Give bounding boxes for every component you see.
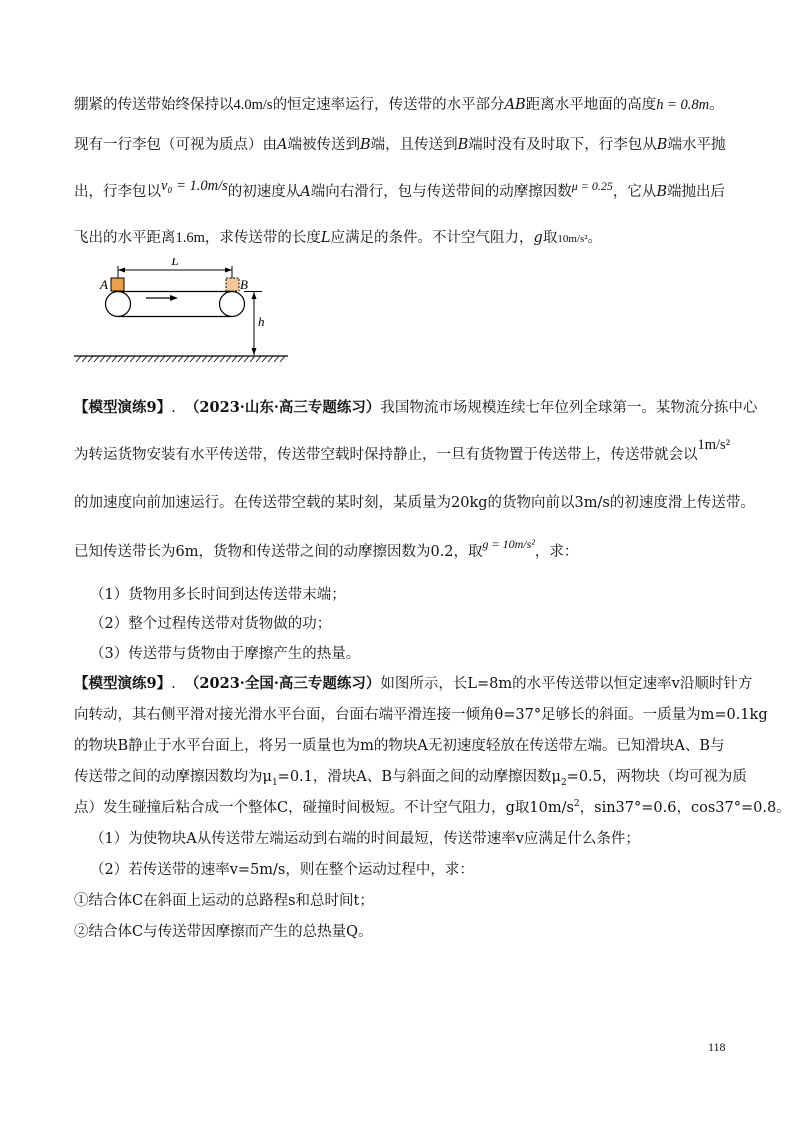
p3-line4 — [74, 767, 747, 787]
text: 的恒定速率运行，传送带的水平部分 — [272, 97, 505, 113]
text: 距离水平地面的高度 — [525, 97, 657, 113]
conveyor-diagram — [74, 258, 290, 366]
var-l: L — [320, 230, 331, 246]
text: 的初速度从 — [227, 184, 301, 200]
text: ，求： — [534, 544, 579, 560]
text: ，它从 — [612, 184, 657, 200]
text: 端抛出后 — [667, 184, 726, 200]
text: 现有一行李包（可视为质点）由 — [74, 137, 277, 153]
var-b: B — [359, 137, 371, 153]
page-number: 118 — [708, 1040, 726, 1054]
gravity-value: g = 10m/s² — [482, 537, 535, 551]
label-h: h — [258, 314, 265, 329]
var-b: B — [656, 137, 668, 153]
problem-tag: 【模型演练9】 — [74, 675, 172, 692]
text: ，求传送带的长度 — [204, 230, 321, 246]
text: 。 — [709, 97, 724, 113]
p1-line4 — [74, 228, 602, 249]
var-b: B — [656, 184, 668, 200]
var-a: A — [300, 184, 311, 200]
p3-line3: 的物块B静止于水平台面上，将另一质量也为m的物块A无初速度轻放在传送带左端。已知滑块A、B与 — [74, 738, 725, 754]
text: 应满足的条件。不计空气阻力， — [330, 230, 534, 246]
p3-line5 — [74, 798, 791, 818]
superscript: 2 — [573, 799, 580, 810]
text: 端时没有及时取下，行李包从 — [468, 137, 657, 153]
p2-line2 — [74, 437, 731, 465]
var-g: g — [533, 230, 543, 246]
p3-question-2b: ②结合体C与传送带因摩擦而产生的总热量Q。 — [74, 924, 373, 940]
label-b: B — [240, 277, 248, 292]
var-a: A — [277, 137, 288, 153]
text: . — [171, 676, 176, 692]
text: 绷紧的传送带始终保持以 — [74, 97, 234, 113]
p2-question-3: （3）传送带与货物由于摩擦产生的热量。 — [90, 646, 361, 662]
friction-coefficient: μ = 0.25 — [571, 179, 613, 193]
left-pulley — [106, 292, 131, 317]
p1-line3 — [74, 178, 726, 202]
text: 传送带之间的动摩擦因数均为μ — [74, 769, 272, 785]
text: 取 — [542, 230, 558, 246]
subscript: 1 — [271, 777, 278, 788]
text: =0.1，滑块A、B与斜面之间的动摩擦因数μ — [277, 769, 561, 785]
text: =0.5，两物块（均可视为质 — [566, 769, 747, 785]
var-b: B — [457, 137, 469, 153]
text: 端水平抛 — [667, 137, 726, 153]
text: . — [171, 400, 176, 416]
text: 的加速度向前加速运行。在传送带空载的某时刻，某质量为20kg的货物向前以3m/s的初速度滑上传送带。 — [74, 495, 755, 511]
subscript: 2 — [560, 777, 567, 788]
text: 点）发生碰撞后粘合成一个整体C，碰撞时间极短。不计空气阻力，g取10m/s — [74, 800, 574, 816]
p1-line1 — [74, 95, 724, 115]
problem-source: （2023·山东·高三专题练习） — [184, 399, 381, 416]
acceleration-value: 1m/s² — [697, 437, 731, 453]
text: 端，且传送到 — [370, 137, 458, 153]
text: 端被传送到 — [287, 137, 360, 153]
distance-value: 1.6m — [175, 230, 205, 246]
p3-question-2: （2）若传送带的速率v=5m/s，则在整个运动过程中，求： — [90, 862, 474, 878]
problem-source: （2023·全国·高三专题练习） — [184, 675, 381, 692]
text: 为转运货物安装有水平传送带，传送带空载时保持静止，一旦有货物置于传送带上，传送带就会以 — [74, 447, 698, 463]
text: 端向右滑行，包与传送带间的动摩擦因数 — [310, 184, 572, 200]
p3-line1 — [74, 674, 752, 694]
height-value: h = 0.8m — [656, 97, 710, 113]
p3-question-1: （1）为使物块A从传送带左端运动到右端的时间最短，传送带速率v应满足什么条件； — [90, 831, 640, 847]
text: 出，行李包以 — [74, 184, 161, 200]
p3-line2: 向转动，其右侧平滑对接光滑水平台面，台面右端平滑连接一倾角θ=37°足够长的斜面。一质量为m=0.1kg — [74, 707, 768, 723]
p1-line2 — [74, 135, 725, 155]
text: ，sin37°=0.6，cos37°=0.8。 — [579, 800, 791, 816]
p2-line1 — [74, 398, 757, 418]
right-pulley — [220, 292, 245, 317]
initial-speed: v₀ = 1.0m/s — [161, 178, 228, 194]
label-l: L — [171, 258, 179, 268]
text: 如图所示，长L=8m的水平传送带以恒定速率v沿顺时针方 — [380, 676, 753, 692]
text: 。 — [587, 230, 603, 246]
p3-question-2a: ①结合体C在斜面上运动的总路程s和总时间t； — [74, 893, 374, 909]
gravity-value: 10m/s² — [557, 233, 588, 245]
var-ab: AB — [504, 97, 526, 113]
p2-line4 — [74, 537, 579, 562]
problem-tag: 【模型演练9】 — [74, 399, 172, 416]
text: 飞出的水平距离 — [74, 230, 176, 246]
luggage-box-end — [226, 278, 239, 291]
p2-question-1: （1）货物用多长时间到达传送带末端； — [90, 587, 346, 603]
text: 我国物流市场规模连续七年位列全球第一。某物流分拣中心 — [380, 400, 758, 416]
speed-value: 4.0m/s — [233, 97, 273, 113]
p2-line3 — [74, 493, 755, 513]
p2-question-2: （2）整个过程传送带对货物做的功； — [90, 616, 332, 632]
luggage-box — [111, 278, 124, 291]
label-a: A — [100, 277, 108, 292]
text: 已知传送带长为6m，货物和传送带之间的动摩擦因数为0.2，取 — [74, 544, 483, 560]
